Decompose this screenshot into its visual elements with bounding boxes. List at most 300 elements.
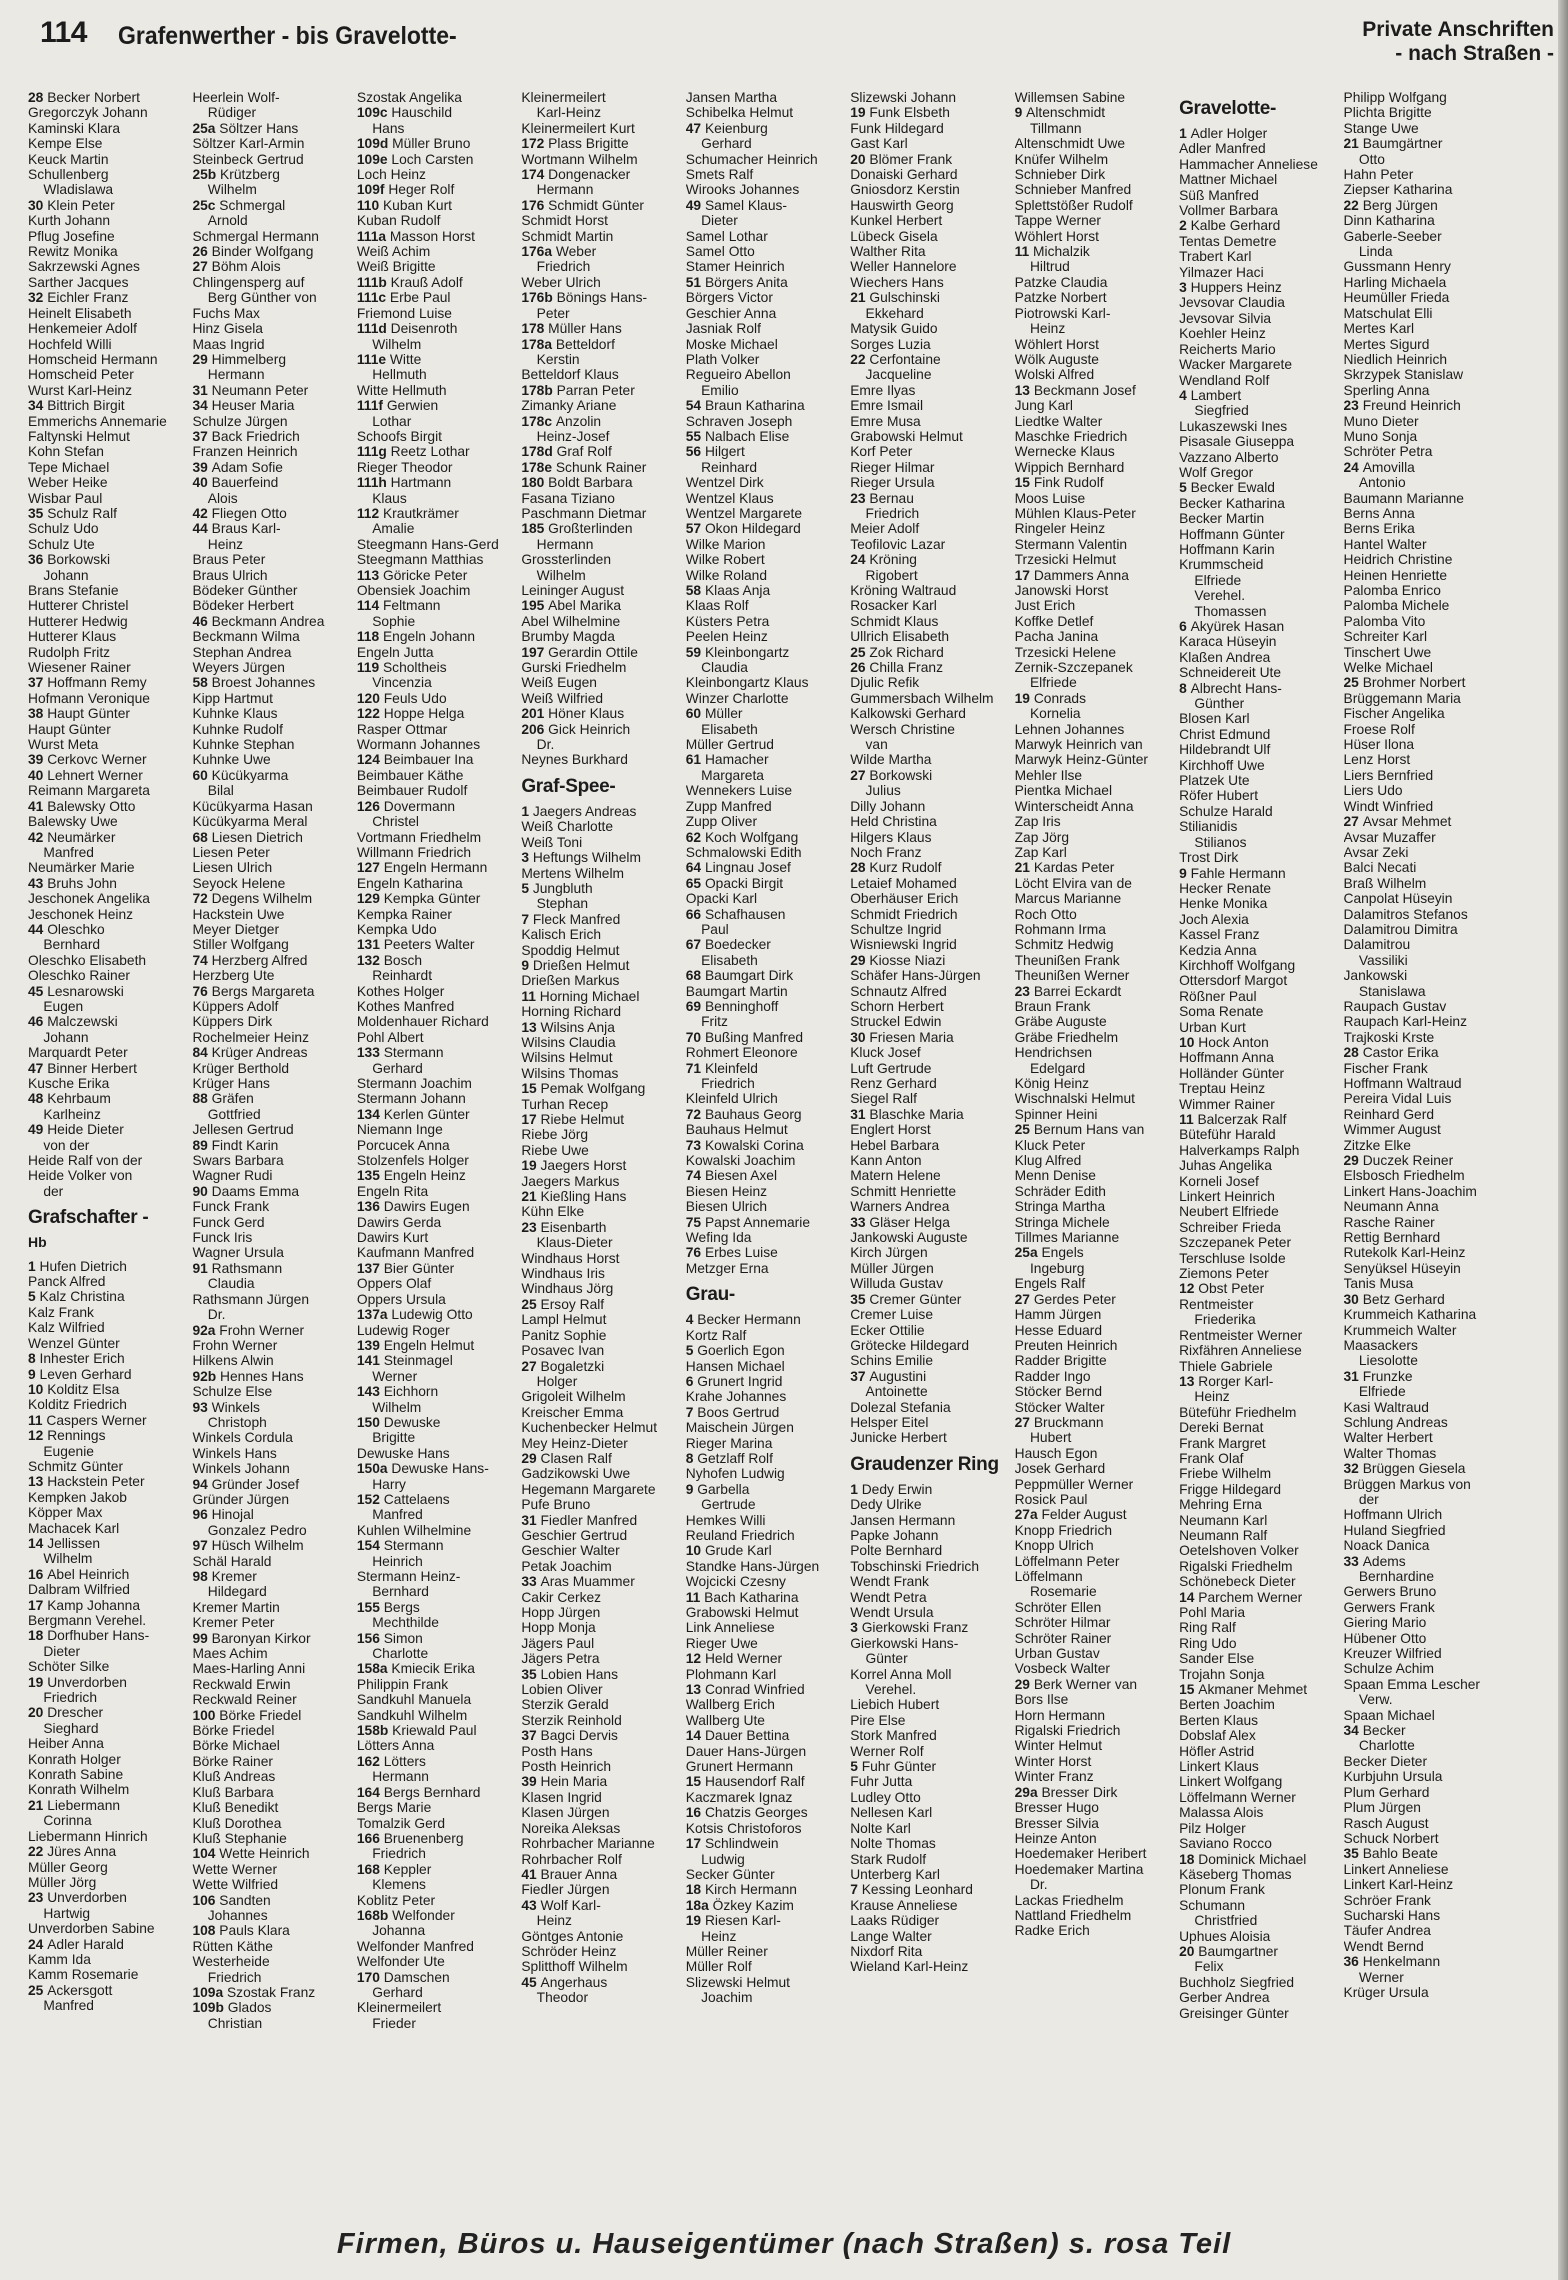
resident-entry: Schumann <box>1179 1897 1246 1913</box>
resident-entry: Friedrich <box>850 505 920 521</box>
resident-entry: Wefing Ida <box>685 1230 752 1246</box>
resident-entry: Linda <box>1343 244 1393 260</box>
resident-entry: Yilmazer Haci <box>1179 264 1264 280</box>
resident-entry: Jung Karl <box>1014 398 1073 414</box>
resident-entry: 38 Haupt Günter <box>28 706 131 722</box>
resident-entry: Stamer Heinrich <box>685 259 785 275</box>
resident-entry: 33 Gläser Helga <box>850 1214 950 1230</box>
resident-entry: Ziemons Peter <box>1179 1266 1269 1282</box>
resident-entry: Hinz Gisela <box>192 321 263 337</box>
resident-entry: 26 Chilla Franz <box>850 660 943 676</box>
resident-entry: Dr. <box>521 737 555 753</box>
resident-entry: Stermann Johann <box>356 1091 466 1107</box>
resident-entry: Hofmann Veronique <box>28 690 150 706</box>
resident-entry: Gerhard <box>356 1060 423 1076</box>
resident-entry: Engeln Jutta <box>356 644 434 660</box>
resident-entry: Linkert Karl-Heinz <box>1343 1877 1454 1893</box>
resident-entry: Frank Margret <box>1179 1435 1266 1451</box>
resident-entry: Konrath Holger <box>28 1751 121 1767</box>
resident-entry: Kann Anton <box>850 1153 922 1169</box>
resident-entry: Kornelia <box>1014 706 1081 722</box>
resident-entry: Noreika Aleksas <box>521 1820 621 1836</box>
resident-entry: 67 Boedecker <box>685 937 771 953</box>
resident-entry: Marwyk Heinrich van <box>1014 737 1143 753</box>
resident-entry: Schullenberg <box>28 167 109 183</box>
resident-entry: Marcus Marianne <box>1014 891 1122 907</box>
resident-entry: Löffelmann <box>1014 1569 1083 1584</box>
resident-entry: 100 Börke Friedel <box>192 1707 302 1723</box>
resident-entry: Brüggen Markus von <box>1343 1476 1471 1492</box>
resident-entry: Bergmann Verehel. <box>28 1613 147 1628</box>
resident-entry: 9 Fahle Hermann <box>1179 865 1286 881</box>
resident-entry: 17 Kamp Johanna <box>28 1597 140 1613</box>
resident-entry: 45 Angerhaus <box>521 1974 608 1990</box>
resident-entry: Walter Herbert <box>1343 1430 1433 1446</box>
resident-entry: Schmitz Hedwig <box>1014 937 1114 953</box>
resident-entry: Wilke Roland <box>685 567 768 583</box>
resident-entry: Kempka Udo <box>356 921 437 937</box>
resident-entry: Schäfer Hans-Jürgen <box>850 968 981 984</box>
resident-entry: Wortmann Wilhelm <box>521 151 638 167</box>
resident-entry: Manfred <box>28 1998 94 2014</box>
resident-entry: Drießen Markus <box>521 973 620 989</box>
resident-entry: Jeschonek Angelika <box>28 891 150 907</box>
resident-entry: 58 Broest Johannes <box>192 675 316 691</box>
resident-entry: Schöter Silke <box>28 1659 110 1675</box>
resident-entry: Stermann Valentin <box>1014 536 1128 552</box>
resident-entry: Gaberle-Seeber <box>1343 228 1442 244</box>
resident-entry: Kortz Ralf <box>685 1327 747 1343</box>
resident-entry: Berg Günther von <box>192 290 317 306</box>
resident-entry: 25 Brohmer Norbert <box>1343 675 1466 691</box>
resident-entry: Christoph <box>192 1414 267 1430</box>
resident-entry: Plichta Brigitte <box>1343 105 1432 121</box>
resident-entry: Linkert Anneliese <box>1343 1861 1449 1877</box>
resident-entry: 12 Held Werner <box>685 1651 783 1667</box>
resident-entry: Reuland Friedrich <box>685 1527 795 1543</box>
resident-entry: Schorn Herbert <box>850 998 944 1014</box>
resident-entry: Bödeker Herbert <box>192 598 294 614</box>
resident-entry: Schmidt Horst <box>521 213 608 229</box>
resident-entry: 174 Dongenacker <box>521 167 631 183</box>
resident-entry: 9 Altenschmidt <box>1014 105 1106 121</box>
resident-entry: Eugen <box>28 998 84 1014</box>
resident-entry: Schäl Harald <box>192 1553 272 1569</box>
resident-entry: Leininger August <box>521 583 625 598</box>
resident-entry: 25b Krützberg <box>192 167 280 183</box>
resident-entry: Pohl Albert <box>356 1029 424 1045</box>
resident-entry: Kremer Peter <box>192 1615 275 1631</box>
resident-entry: Panitz Sophie <box>521 1327 607 1343</box>
resident-entry: Lukaszewski Ines <box>1179 418 1288 434</box>
resident-entry: Abel Wilhelmine <box>521 613 621 629</box>
resident-entry: Betteldorf Klaus <box>521 367 619 383</box>
resident-entry: 197 Gerardin Ottile <box>521 644 638 660</box>
resident-entry: Stermann Heinz- <box>356 1569 461 1584</box>
resident-entry: Sieghard <box>28 1720 99 1736</box>
resident-entry: Moske Michael <box>685 336 778 352</box>
resident-entry: Dieter <box>685 213 738 229</box>
resident-entry: Dalbram Wilfried <box>28 1582 130 1598</box>
resident-entry: 11 Bach Katharina <box>685 1589 799 1605</box>
resident-entry: Kücükyarma Hasan <box>192 798 313 814</box>
resident-entry: 42 Neumärker <box>28 829 116 845</box>
resident-entry: Muno Sonja <box>1343 428 1418 444</box>
resident-entry: Hoffmann Karin <box>1179 541 1275 557</box>
resident-entry: Zupp Oliver <box>685 814 758 830</box>
resident-entry: Platzek Ute <box>1179 773 1250 789</box>
resident-entry: Radder Brigitte <box>1014 1353 1107 1369</box>
resident-entry: Avsar Zeki <box>1343 844 1409 860</box>
resident-entry: Seyock Helene <box>192 875 286 891</box>
resident-entry: Nolte Karl <box>850 1820 911 1836</box>
resident-entry: Grigoleit Wilhelm <box>521 1389 626 1405</box>
resident-entry: Welke Michael <box>1343 660 1433 676</box>
resident-entry: 55 Nalbach Elise <box>685 428 790 444</box>
resident-entry: Kedzia Anna <box>1179 942 1257 958</box>
resident-entry: Klasen Ingrid <box>521 1789 602 1805</box>
resident-entry: Trzesicki Helene <box>1014 644 1117 660</box>
resident-entry: 54 Braun Katharina <box>685 398 805 414</box>
resident-entry: Bernhardine <box>1343 1569 1435 1584</box>
resident-entry: 59 Kleinbongartz <box>685 644 790 660</box>
resident-entry: Amalie <box>356 521 415 537</box>
resident-entry: Müller Georg <box>28 1859 108 1875</box>
resident-entry: Helsper Eitel <box>850 1414 929 1430</box>
section-title-line1: Private Anschriften <box>1362 18 1554 41</box>
resident-entry: Weiß Wilfried <box>521 690 604 706</box>
resident-entry: Wenzel Günter <box>28 1335 120 1351</box>
resident-entry: 37 Back Friedrich <box>192 428 300 444</box>
resident-entry: 43 Wolf Karl- <box>521 1897 601 1913</box>
resident-entry: Zupp Manfred <box>685 798 772 814</box>
resident-entry: Karaca Hüseyin <box>1179 634 1277 650</box>
resident-entry: 178a Betteldorf <box>521 336 615 352</box>
resident-entry: Matysik Guido <box>850 321 938 337</box>
resident-entry: Kurbjuhn Ursula <box>1343 1769 1443 1785</box>
resident-entry: Mühlen Klaus-Peter <box>1014 505 1136 521</box>
resident-entry: Gregorczyk Johann <box>28 105 148 121</box>
directory-columns <box>28 90 1508 2095</box>
resident-entry: Stephan Andrea <box>192 644 292 660</box>
resident-entry: 47 Binner Herbert <box>28 1060 137 1076</box>
resident-entry: 64 Lingnau Josef <box>685 860 791 876</box>
resident-entry: Konrath Sabine <box>28 1767 124 1783</box>
resident-entry: 7 Kessing Leonhard <box>850 1882 973 1898</box>
resident-entry: Palomba Michele <box>1343 598 1450 614</box>
resident-entry: Günter <box>850 1651 908 1667</box>
resident-entry: Dedy Ulrike <box>850 1497 922 1513</box>
resident-entry: Kohn Stefan <box>28 444 104 460</box>
resident-entry: 62 Koch Wolfgang <box>685 829 799 845</box>
resident-entry: Donaiski Gerhard <box>850 167 958 183</box>
resident-entry: 72 Bauhaus Georg <box>685 1106 802 1122</box>
resident-entry: Zitzke Elke <box>1343 1137 1411 1153</box>
resident-entry: Dauer Hans-Jürgen <box>685 1743 807 1759</box>
resident-entry: Kleinfeld Ulrich <box>685 1091 778 1107</box>
resident-entry: Kremer Martin <box>192 1599 280 1615</box>
resident-entry: Lenz Horst <box>1343 752 1411 768</box>
resident-entry: 111e Witte <box>356 351 422 367</box>
resident-entry: Wolf Gregor <box>1179 464 1254 480</box>
resident-entry: Emmerichs Annemarie <box>28 413 167 429</box>
resident-entry: 23 Bernau <box>850 490 914 506</box>
resident-entry: Lampl Helmut <box>521 1312 607 1328</box>
resident-entry: 90 Daams Emma <box>192 1183 300 1199</box>
resident-entry: Lange Walter <box>850 1928 932 1944</box>
resident-entry: Ingeburg <box>1014 1260 1085 1276</box>
resident-entry: 136 Dawirs Eugen <box>356 1199 470 1215</box>
resident-entry: Ring Udo <box>1179 1635 1237 1651</box>
resident-entry: 31 Neumann Peter <box>192 382 309 398</box>
resident-entry: Muno Dieter <box>1343 413 1419 429</box>
resident-entry: Niemann Inge <box>356 1122 443 1138</box>
resident-entry: Gast Karl <box>850 136 908 152</box>
resident-entry: Rößner Paul <box>1179 988 1257 1004</box>
resident-entry: Djulic Refik <box>850 675 920 691</box>
resident-entry: 73 Kowalski Corina <box>685 1137 804 1153</box>
resident-entry: Rosacker Karl <box>850 598 937 614</box>
resident-entry: Günther <box>1179 696 1245 712</box>
resident-entry: Johanna <box>356 1923 426 1939</box>
resident-entry: Renz Gerhard <box>850 1076 937 1091</box>
resident-entry: Börke Rainer <box>192 1753 273 1769</box>
resident-entry: Wette Wilfried <box>192 1877 279 1893</box>
resident-entry: Kühn Elke <box>521 1204 585 1220</box>
resident-entry: 12 Rennings <box>28 1428 106 1444</box>
resident-entry: Henkemeier Adolf <box>28 321 137 337</box>
resident-entry: 8 Albrecht Hans- <box>1179 680 1282 696</box>
resident-entry: 108 Pauls Klara <box>192 1923 290 1939</box>
resident-entry: 22 Cerfontaine <box>850 351 941 367</box>
resident-entry: Kluß Stephanie <box>192 1830 287 1846</box>
resident-entry: Biesen Ulrich <box>685 1199 768 1215</box>
resident-entry: Braus Ulrich <box>192 567 268 583</box>
resident-entry: Gottfried <box>192 1106 261 1122</box>
resident-entry: 111h Hartmann <box>356 475 452 491</box>
resident-entry: Korrel Anna Moll <box>850 1666 952 1682</box>
directory-column <box>686 90 849 2095</box>
resident-entry: Manfred <box>356 1507 423 1523</box>
resident-entry: Braus Peter <box>192 552 266 568</box>
resident-entry: Grötecke Hildegard <box>850 1337 970 1353</box>
resident-entry: Wentzel Margarete <box>685 505 803 521</box>
resident-entry: 30 Klein Peter <box>28 197 115 213</box>
resident-entry: Wendland Rolf <box>1179 372 1270 388</box>
resident-entry: Willuda Gustav <box>850 1276 943 1292</box>
resident-entry: Wieland Karl-Heinz <box>850 1959 969 1975</box>
resident-entry: Obensiek Joachim <box>356 583 471 598</box>
resident-entry: 4 Becker Hermann <box>685 1312 801 1328</box>
resident-entry: Schmalowski Edith <box>685 844 802 860</box>
resident-entry: Friedrich <box>685 1076 755 1091</box>
resident-entry: 13 Beckmann Josef <box>1014 382 1136 398</box>
resident-entry: Linkert Klaus <box>1179 1759 1259 1775</box>
resident-entry: Jasniak Rolf <box>685 321 761 337</box>
resident-entry: 104 Wette Heinrich <box>192 1846 310 1862</box>
resident-entry: Corinna <box>28 1813 92 1829</box>
resident-entry: Maes-Harling Anni <box>192 1661 306 1677</box>
resident-entry: Rudolph Fritz <box>28 644 111 660</box>
resident-entry: 89 Findt Karin <box>192 1137 279 1153</box>
resident-entry: Westerheide <box>192 1954 270 1970</box>
resident-entry: Kuhnke Klaus <box>192 706 278 722</box>
resident-entry: Beimbauer Käthe <box>356 767 464 783</box>
resident-entry: Rieger Ursula <box>850 475 935 491</box>
resident-entry: Berns Erika <box>1343 521 1415 537</box>
directory-column <box>192 90 355 2095</box>
resident-entry: Dilly Johann <box>850 798 926 814</box>
resident-entry: Dawirs Gerda <box>356 1214 442 1230</box>
resident-entry: 150 Dewuske <box>356 1414 441 1430</box>
section-title-line2: - nach Straßen - <box>1395 42 1554 65</box>
resident-entry: Windhaus Iris <box>521 1266 605 1282</box>
resident-entry: Frigge Hildegard <box>1179 1481 1282 1497</box>
resident-entry: Reimann Margareta <box>28 783 150 799</box>
resident-entry: 41 Brauer Anna <box>521 1866 618 1882</box>
resident-entry: Blosen Karl <box>1179 711 1250 727</box>
resident-entry: 26 Binder Wolfgang <box>192 244 314 260</box>
page-header <box>40 12 1554 78</box>
resident-entry: Elfriede <box>1343 1384 1406 1400</box>
resident-entry: 109d Müller Bruno <box>356 136 471 152</box>
resident-entry: Josek Gerhard <box>1014 1461 1106 1477</box>
resident-entry: Kamm Ida <box>28 1951 91 1967</box>
resident-entry: Moos Luise <box>1014 490 1086 506</box>
resident-entry: 28 Becker Norbert <box>28 90 140 105</box>
resident-entry: König Heinz <box>1014 1076 1090 1091</box>
resident-entry: Linkert Wolfgang <box>1179 1774 1283 1790</box>
resident-entry: Süß Manfred <box>1179 187 1259 203</box>
resident-entry: 6 Grunert Ingrid <box>685 1373 783 1389</box>
resident-entry: 129 Kempka Günter <box>356 891 481 907</box>
resident-entry: Söltzer Karl-Armin <box>192 136 305 152</box>
resident-entry: Szczepanek Peter <box>1179 1235 1292 1251</box>
resident-entry: Heide Volker von <box>28 1168 133 1184</box>
resident-entry: Rüdiger <box>192 105 257 121</box>
resident-entry: Schuck Norbert <box>1343 1830 1439 1846</box>
resident-entry: Braun Frank <box>1014 998 1091 1014</box>
resident-entry: Gummersbach Wilhelm <box>850 690 994 706</box>
resident-entry: Geschier Walter <box>521 1543 620 1559</box>
resident-entry: Wendt Ursula <box>850 1605 934 1620</box>
resident-entry: Vollmer Barbara <box>1179 203 1278 219</box>
resident-entry: Kluck Peter <box>1014 1137 1086 1153</box>
resident-entry: Windhaus Jörg <box>521 1281 614 1297</box>
resident-entry: Kluß Barbara <box>192 1784 274 1800</box>
resident-entry: Klasen Jürgen <box>521 1805 610 1821</box>
resident-entry: Marwyk Heinz-Günter <box>1014 752 1149 768</box>
resident-entry: Vincenzia <box>356 675 432 691</box>
resident-entry: Wladislawa <box>28 182 114 198</box>
resident-entry: Teofilovic Lazar <box>850 536 946 552</box>
resident-entry: 120 Feuls Udo <box>356 690 447 706</box>
resident-entry: Homscheid Peter <box>28 367 134 383</box>
resident-entry: Kalz Wilfried <box>28 1320 105 1336</box>
resident-entry: Friederika <box>1179 1312 1256 1328</box>
resident-entry: Wölk Auguste <box>1014 351 1099 367</box>
resident-entry: Kolditz Friedrich <box>28 1397 127 1413</box>
resident-entry: Stephan <box>521 896 589 912</box>
resident-entry: Friebe Wilhelm <box>1179 1466 1272 1482</box>
resident-entry: Pisasale Giuseppa <box>1179 434 1295 450</box>
resident-entry: Pereira Vidal Luis <box>1343 1091 1452 1107</box>
resident-entry: Schins Emilie <box>850 1353 933 1369</box>
resident-entry: Treptau Heinz <box>1179 1081 1266 1097</box>
resident-entry: Geschier Gertrud <box>521 1527 628 1543</box>
resident-entry: Elisabeth <box>685 952 758 968</box>
resident-entry: 9 Leven Gerhard <box>28 1366 132 1382</box>
resident-entry: Raupach Gustav <box>1343 998 1447 1014</box>
resident-entry: 111a Masson Horst <box>356 228 475 244</box>
resident-entry: Maischein Jürgen <box>685 1420 794 1436</box>
resident-entry: 178c Anzolin <box>521 413 602 429</box>
resident-entry: 113 Göricke Peter <box>356 567 468 583</box>
resident-entry: Börgers Victor <box>685 290 773 306</box>
resident-entry: 43 Bruhs John <box>28 875 117 891</box>
resident-entry: 158a Kmiecik Erika <box>356 1661 475 1677</box>
resident-entry: 131 Peeters Walter <box>356 937 475 953</box>
resident-entry: Peelen Heinz <box>685 629 768 645</box>
resident-entry: 8 Getzlaff Rolf <box>685 1450 773 1466</box>
resident-entry: 14 Parchem Werner <box>1179 1589 1303 1605</box>
resident-entry: Antoinette <box>850 1384 928 1400</box>
resident-entry: Plum Gerhard <box>1343 1784 1430 1800</box>
resident-entry: Köpper Max <box>28 1505 103 1521</box>
resident-entry: Otto <box>1343 151 1385 167</box>
resident-entry: Plath Volker <box>685 351 760 367</box>
resident-entry: Gonzalez Pedro <box>192 1522 307 1538</box>
resident-entry: Splitthoff Wilhelm <box>521 1959 628 1975</box>
resident-entry: Jansen Hermann <box>850 1512 956 1528</box>
resident-entry: Saviano Rocco <box>1179 1836 1272 1852</box>
resident-entry: Winkels Cordula <box>192 1430 293 1446</box>
resident-entry: Krüger Hans <box>192 1076 270 1091</box>
resident-entry: Gerwers Frank <box>1343 1599 1435 1615</box>
resident-entry: der <box>28 1183 64 1199</box>
street-heading: Gravelotte- <box>1179 98 1277 119</box>
resident-entry: Jansen Martha <box>685 90 778 105</box>
resident-entry: Chlingensperg auf <box>192 274 305 290</box>
resident-entry: 34 Heuser Maria <box>192 398 295 414</box>
resident-entry: 68 Baumgart Dirk <box>685 968 794 984</box>
resident-entry: Philippin Frank <box>356 1676 449 1692</box>
resident-entry: Christfried <box>1179 1913 1258 1929</box>
resident-entry: 84 Krüger Andreas <box>192 1045 308 1061</box>
resident-entry: Neumann Karl <box>1179 1512 1268 1528</box>
resident-entry: Ecker Ottilie <box>850 1322 925 1338</box>
resident-entry: 25 Zok Richard <box>850 644 944 660</box>
resident-entry: Becker Dieter <box>1343 1753 1428 1769</box>
resident-entry: Hermann <box>192 367 265 383</box>
street-heading: Graudenzer Ring <box>850 1453 999 1475</box>
resident-entry: Palomba Enrico <box>1343 583 1441 598</box>
resident-entry: Hubert <box>1014 1430 1072 1446</box>
resident-entry: Claudia <box>192 1276 255 1292</box>
resident-entry: Tappe Werner <box>1014 213 1102 229</box>
resident-entry: Kempken Jakob <box>28 1489 127 1505</box>
resident-entry: Menn Denise <box>1014 1168 1096 1184</box>
resident-entry: 32 Eichler Franz <box>28 290 129 306</box>
resident-entry: Bödeker Günther <box>192 583 298 598</box>
resident-entry: Hübener Otto <box>1343 1630 1427 1646</box>
resident-entry: Hausch Egon <box>1014 1445 1098 1461</box>
resident-entry: 11 Balcerzak Ralf <box>1179 1112 1287 1127</box>
resident-entry: Linkert Heinrich <box>1179 1189 1275 1205</box>
resident-entry: Ullrich Elisabeth <box>850 629 950 645</box>
resident-entry: Rohmann Irma <box>1014 921 1106 937</box>
resident-entry: 178e Schunk Rainer <box>521 459 647 475</box>
